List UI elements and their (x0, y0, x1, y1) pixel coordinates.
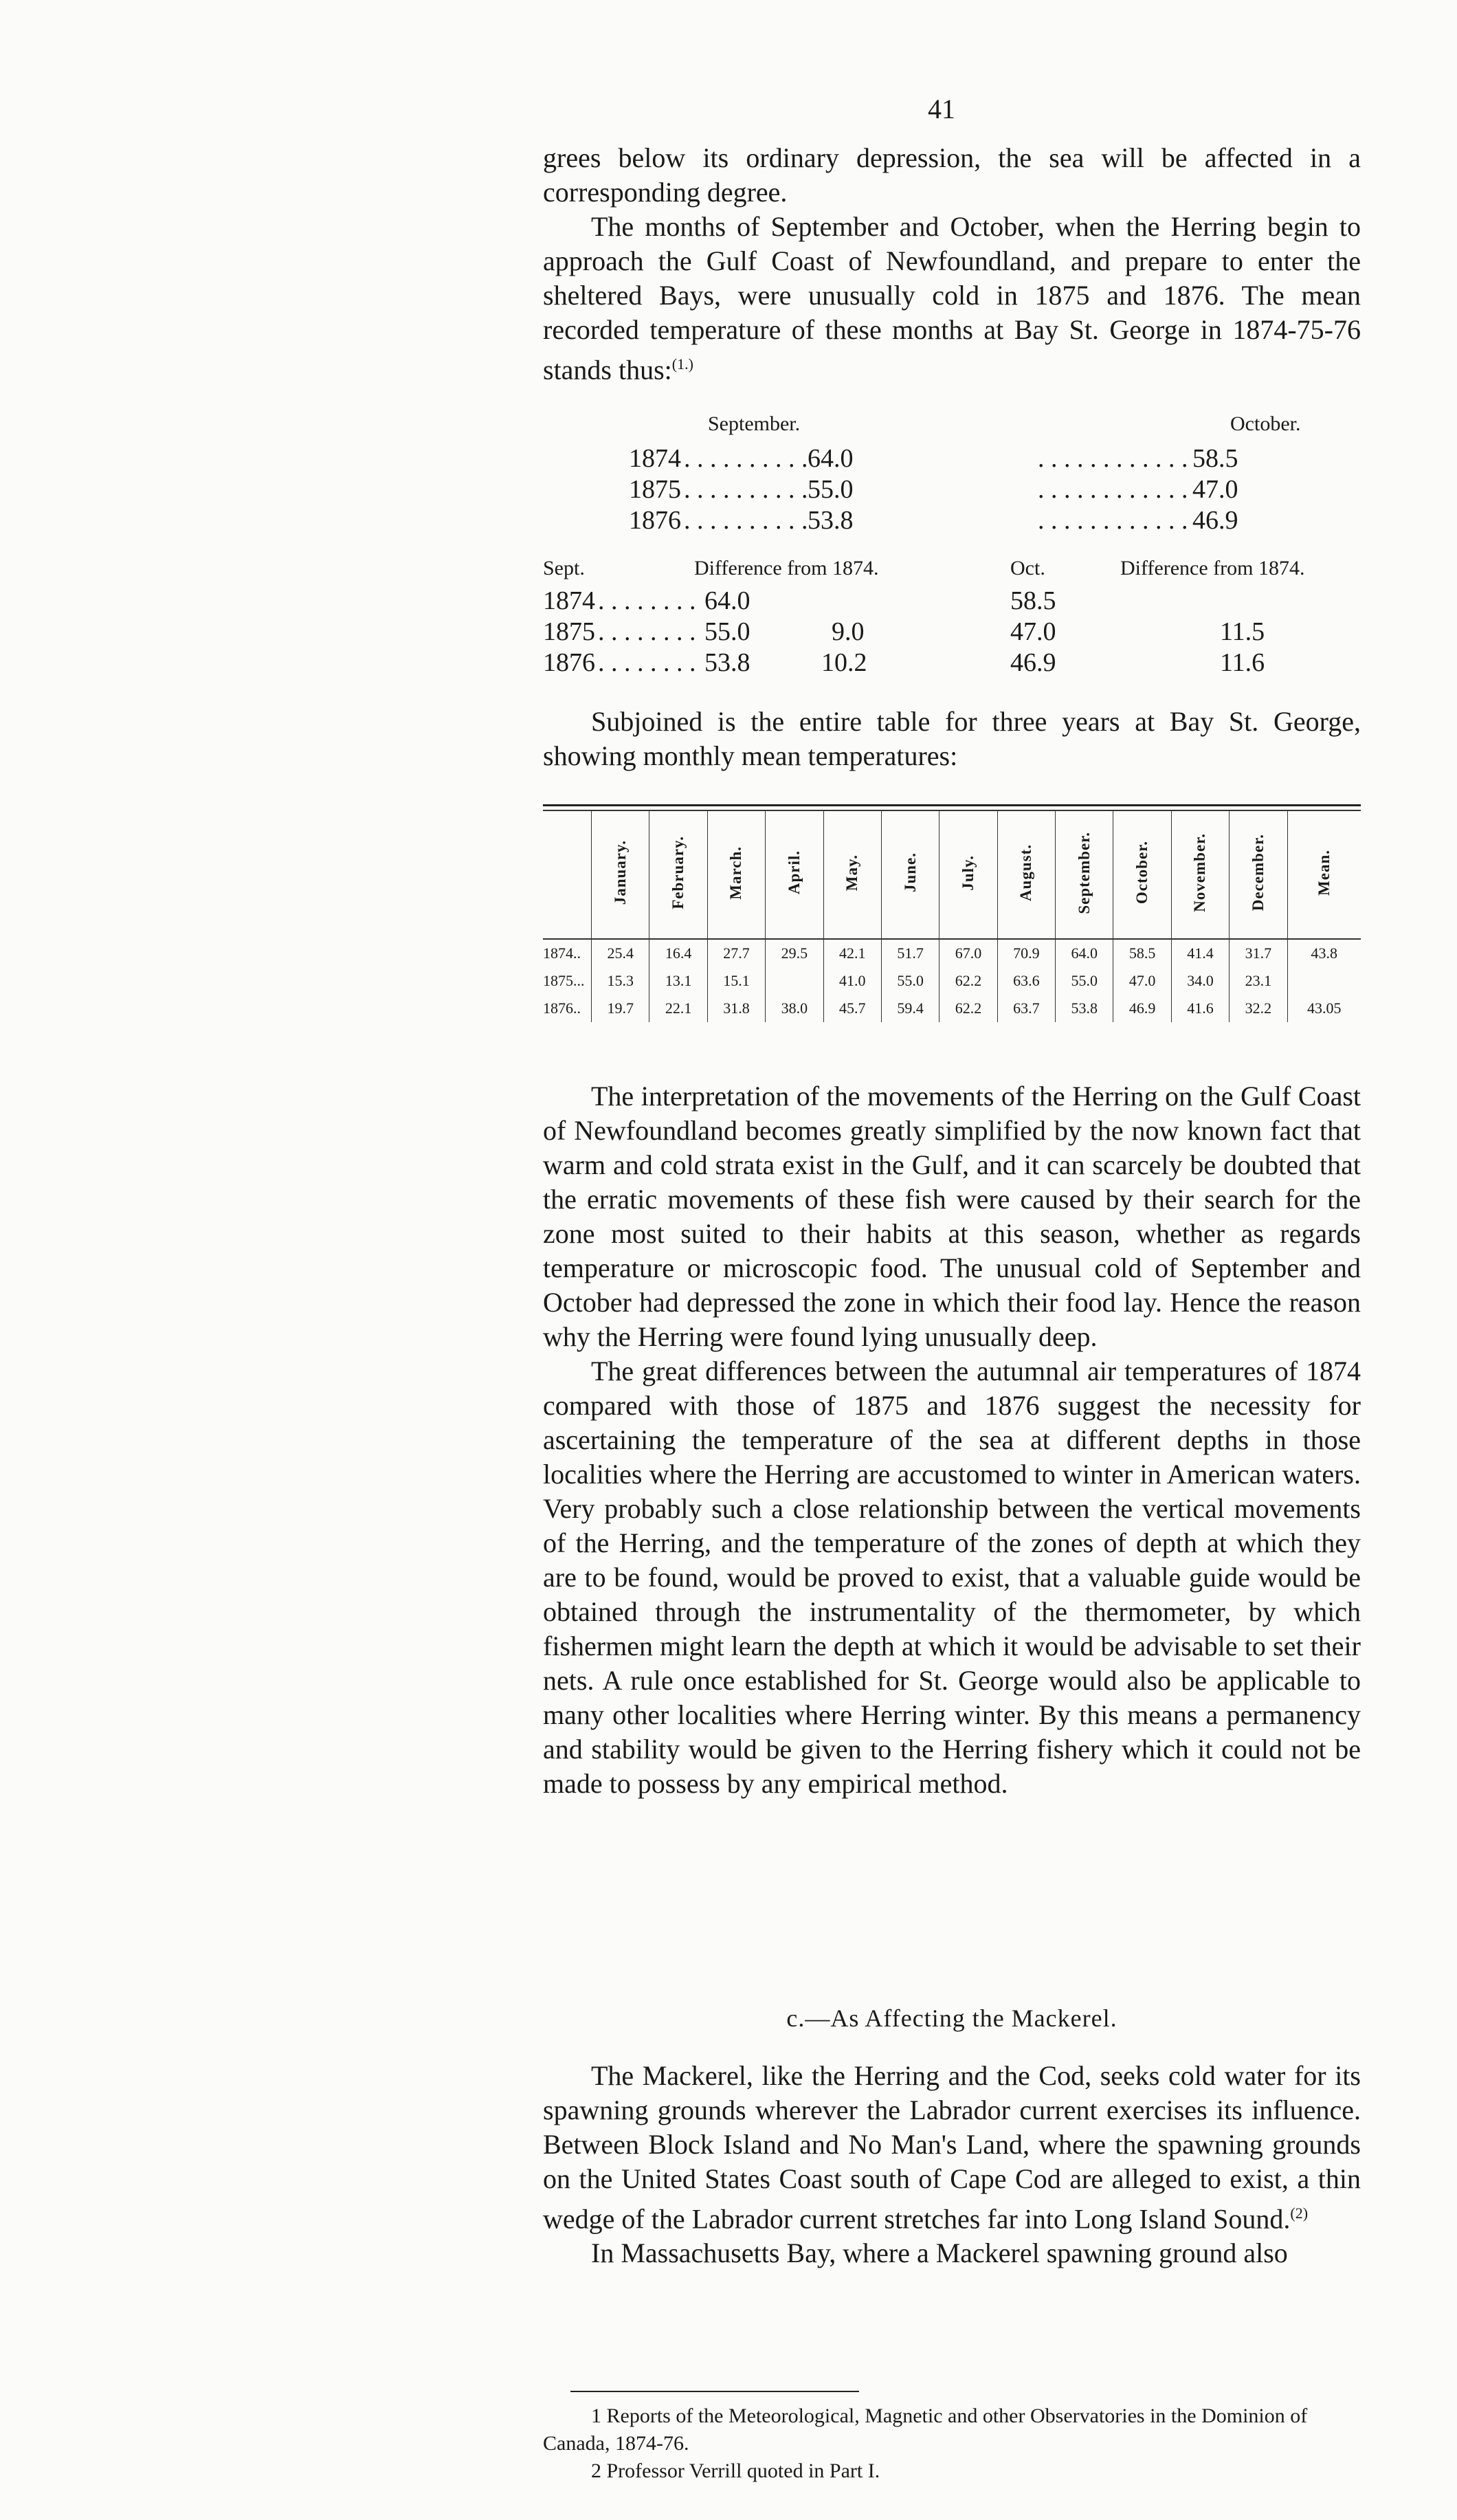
table-cell: 55.0 (881, 967, 939, 995)
table-cell: 47.0 (1113, 967, 1171, 995)
footnotes (543, 2402, 1361, 2485)
table-cell: 16.4 (649, 939, 707, 967)
summary-row-sept: 53.8 (808, 506, 854, 535)
diff-leader: . . . . . . . . (598, 617, 696, 646)
diff-header: Difference from 1874. (694, 557, 879, 579)
table-cell: 1875... (543, 972, 585, 989)
summary-row-year: 1874 (629, 444, 681, 473)
intro-text (543, 141, 1361, 387)
summary-row-sept: 64.0 (808, 444, 854, 473)
table-row (543, 939, 1361, 967)
footnote-2: 2 Professor Verrill quoted in Part I. (591, 2460, 880, 2482)
table-cell: 41.0 (823, 967, 881, 995)
table-cell: 41.4 (1171, 939, 1229, 967)
summary-row-oct: 58.5 (1192, 444, 1238, 473)
table-header-cell: September. (1056, 810, 1113, 939)
paragraph-mackerel (543, 2059, 1361, 2236)
paragraph-months-text: The months of September and October, when the Herring begin to approach the Gulf Coast of Newfoundland, and prepare to enter the sheltered Bays, were unusually cold in 1875 and 1876. The mean recorded temperature of these months at Bay St. George in 1874-75-76 stands thus: (543, 211, 1361, 386)
table-cell: 42.1 (823, 939, 881, 967)
table-cell: 34.0 (1171, 967, 1229, 995)
table-cell: 51.7 (881, 939, 939, 967)
summary-leader: . . . . . . . . . . (684, 444, 808, 473)
summary-row-oct: 47.0 (1192, 475, 1238, 504)
table-header-cell: March. (707, 810, 765, 939)
table-cell: 27.7 (707, 939, 765, 967)
table-cell: 46.9 (1113, 995, 1171, 1022)
diff-leader: . . . . . . . . (598, 586, 696, 615)
diff-row-year: 1875 (543, 617, 595, 646)
diff-row-oct: 46.9 (1010, 648, 1056, 677)
summary-row-sept: 55.0 (808, 475, 854, 504)
diff-oct-label: Oct. (1010, 557, 1045, 579)
table-header-cell: April. (766, 810, 823, 939)
table-cell: 43.8 (1287, 939, 1361, 967)
diff-row-sept: 53.8 (704, 648, 750, 677)
table-cell: 19.7 (592, 995, 649, 1022)
diff-sept-label: Sept. (543, 557, 585, 579)
summary-leader: . . . . . . . . . . . . (1038, 444, 1188, 473)
table-header-row (543, 810, 1361, 939)
difference-table (543, 557, 1361, 687)
table-row (543, 995, 1361, 1022)
section-heading: c.—As Affecting the Mackerel. (786, 2004, 1117, 2032)
diff-leader: . . . . . . . . (598, 648, 696, 677)
paragraph-massachusetts: In Massachusetts Bay, where a Mackerel spawning ground also (591, 2237, 1288, 2269)
table-cell: 62.2 (939, 967, 997, 995)
table-cell: 55.0 (1056, 967, 1113, 995)
body-text (543, 1079, 1361, 1801)
diff-row-year: 1874 (543, 586, 595, 615)
table-cell: 31.7 (1230, 939, 1287, 967)
table-cell: 53.8 (1056, 995, 1113, 1022)
summary-row-oct: 46.9 (1192, 506, 1238, 535)
table-cell: 31.8 (707, 995, 765, 1022)
table-cell: 22.1 (649, 995, 707, 1022)
table-cell: 15.3 (592, 967, 649, 995)
table-header-cell: July. (939, 810, 997, 939)
diff-header-2: Difference from 1874. (1120, 557, 1305, 579)
table-header-cell: January. (592, 810, 649, 939)
table-header-cell: December. (1230, 810, 1287, 939)
diff-row-oct: 47.0 (1010, 617, 1056, 646)
subjoined-text (543, 705, 1361, 773)
summary-row-year: 1876 (629, 506, 681, 535)
table-cell: 58.5 (1113, 939, 1171, 967)
table-header-cell: Mean. (1287, 810, 1361, 939)
summary-leader: . . . . . . . . . . . . (1038, 506, 1188, 535)
table-header-cell: June. (881, 810, 939, 939)
table-cell: 62.2 (939, 995, 997, 1022)
mackerel-text (543, 2059, 1361, 2270)
table-cell: 63.6 (997, 967, 1055, 995)
table-cell: 41.6 (1171, 995, 1229, 1022)
table-cell (1287, 967, 1361, 995)
paragraph-differences: The great differences between the autumnal air temperatures of 1874 compared with those of 1875 and 1876 suggest the necessity for ascertaining the temperature of the sea at different depths in those localities where the Herring are accustomed to winter in American waters. Very probably such a close relationship between the vertical movements of the Herring, and the temperature of the zones of depth at which they are to be found, would be proved to exist, that a valuable guide would be obtained through the instrumentality of the thermometer, by which fishermen might learn the depth at which it would be advisable to set their nets. A rule once established for St. George would also be applicable to many other localities where Herring winter. By this means a permanency and stability would be given to the Herring fishery which it could not be made to possess by any empirical method. (543, 1356, 1361, 1799)
diff-row-sept-diff: 9.0 (832, 617, 865, 646)
table-cell (766, 967, 823, 995)
diff-row-year: 1876 (543, 648, 595, 677)
summary-leader: . . . . . . . . . . . . (1038, 475, 1188, 504)
table-cell: 59.4 (881, 995, 939, 1022)
diff-row-oct: 58.5 (1010, 586, 1056, 615)
table-header-cell: February. (649, 810, 707, 939)
table-row (543, 967, 1361, 995)
paragraph-months (543, 210, 1361, 387)
diff-row-oct-diff: 11.6 (1220, 648, 1265, 677)
paragraph-subjoined: Subjoined is the entire table for three years at Bay St. George, showing monthly mean temperatures: (543, 706, 1361, 771)
table-cell: 67.0 (939, 939, 997, 967)
table-header-cell: August. (997, 810, 1055, 939)
footnote-ref-1: (1.) (671, 355, 693, 373)
diff-row-sept-diff: 10.2 (821, 648, 867, 677)
table-cell: 23.1 (1230, 967, 1287, 995)
table-header-cell: November. (1171, 810, 1229, 939)
monthly-table (543, 810, 1361, 1022)
table-cell: 45.7 (823, 995, 881, 1022)
table-cell: 1874.. (543, 944, 581, 962)
summary-sept-header: September. (708, 412, 801, 435)
footnote-divider (570, 2391, 859, 2392)
table-top-rule (543, 804, 1361, 806)
table-header-cell: May. (823, 810, 881, 939)
table-cell: 1876.. (543, 999, 581, 1017)
summary-table (543, 412, 1361, 550)
summary-leader: . . . . . . . . . . (684, 475, 808, 504)
footnote-ref-2: (2) (1290, 2204, 1309, 2222)
table-cell: 29.5 (766, 939, 823, 967)
summary-leader: . . . . . . . . . . (684, 506, 808, 535)
summary-oct-header: October. (1230, 412, 1301, 435)
table-cell: 32.2 (1230, 995, 1287, 1022)
diff-row-sept: 64.0 (704, 586, 750, 615)
summary-row-year: 1875 (629, 475, 681, 504)
table-cell: 64.0 (1056, 939, 1113, 967)
table-cell: 25.4 (592, 939, 649, 967)
table-cell: 43.05 (1287, 995, 1361, 1022)
diff-row-oct-diff: 11.5 (1220, 617, 1265, 646)
paragraph-continuation: grees below its ordinary depression, the sea will be affected in a corresponding degree. (543, 142, 1361, 208)
table-cell: 63.7 (997, 995, 1055, 1022)
paragraph-mackerel-text: The Mackerel, like the Herring and the Cod, seeks cold water for its spawning grounds wherever the Labrador current exercises its influence. Between Block Island and No Man's Land, where the spawning grounds on the United States Coast south of Cape Cod are alleged to exist, a thin wedge of the Labrador current stretches far into Long Island Sound. (543, 2060, 1361, 2235)
footnote-1: 1 Reports of the Meteorological, Magnetic and other Observatories in the Dominion of Canada, 1874-76. (543, 2405, 1308, 2455)
table-cell: 13.1 (649, 967, 707, 995)
page-number: 41 (928, 93, 955, 124)
table-header-cell: October. (1113, 810, 1171, 939)
table-cell: 38.0 (766, 995, 823, 1022)
table-cell: 15.1 (707, 967, 765, 995)
table-header-cell (543, 810, 592, 939)
diff-row-sept: 55.0 (704, 617, 750, 646)
table-cell: 70.9 (997, 939, 1055, 967)
monthly-temperature-table (543, 804, 1361, 1022)
paragraph-interpretation: The interpretation of the movements of the Herring on the Gulf Coast of Newfoundland becomes greatly simplified by the now known fact that warm and cold strata exist in the Gulf, and it can scarcely be doubted that the erratic movements of these fish were caused by their search for the zone most suited to their habits at this season, whether as regards temperature or microscopic food. The unusual cold of September and October had depressed the zone in which their food lay. Hence the reason why the Herring were found lying unusually deep. (543, 1081, 1361, 1352)
